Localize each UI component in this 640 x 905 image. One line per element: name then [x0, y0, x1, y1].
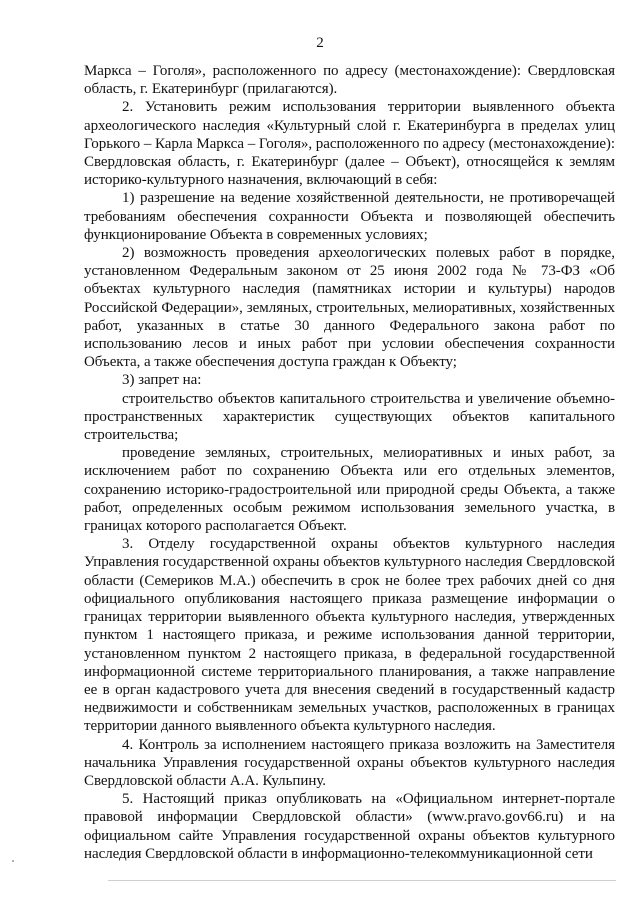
paragraph-prohibition-construction: строительство объектов капитального строительства и увеличение объемно-пространственных характеристик существующих объектов капитального строительства;	[84, 390, 615, 444]
paragraph-item-5: 5. Настоящий приказ опубликовать на «Официальном интернет-портале правовой информации Свердловской области» (www.pravo.gov66.ru) и на официальном сайте Управления государственной охраны объектов культурного наследия Свердловской области в информационно-телекоммуникационной сети	[84, 791, 615, 862]
paragraph-item-3: 3. Отделу государственной охраны объектов культурного наследия Управления государственной охраны объектов культурного наследия Свердловской области (Семериков М.А.) обеспечить в срок не более трех рабочих дней со дня официального опубликования настоящего приказа размещение информации о границах территории выявленного объекта культурного наследия, утвержденных пунктом 1 настоящего приказа, и режиме использования данной территории, установленном пунктом 2 настоящего приказа, в федеральной государственной информационной системе территориального планирования, а также направление ее в орган кадастрового учета для внесения сведений в государственный кадастр недвижимости и собственникам земельных участков, расположенных в границах территории данного выявленного объекта культурного наследия.	[84, 536, 615, 735]
paragraph-item-2: 2. Установить режим использования территории выявленного объекта археологического наследия «Культурный слой г. Екатеринбурга в пределах улиц Горького – Карла Маркса – Гоголя», расположенного по адресу (местонахождение): Свердловская область, г. Екатеринбург (далее – Объект), относящейся к землям историко-культурного назначения, включающий в себя:	[84, 99, 615, 189]
scan-bottom-edge	[108, 880, 616, 881]
paragraph-continuation: Маркса – Гоголя», расположенного по адресу (местонахождение): Свердловская область, г. Екатеринбург (прилагаются).	[84, 63, 615, 98]
document-body	[84, 62, 615, 863]
paragraph-prohibition-works: проведение земляных, строительных, мелиоративных и иных работ, за исключением работ по сохранению Объекта или его отдельных элементов, сохранению историко-градостроительной или природной среды Объекта, а также работ, определенных особым режимом использования земельного участка, в границах которого располагается Объект.	[84, 445, 615, 535]
paragraph-subitem-2: 2) возможность проведения археологических полевых работ в порядке, установленном Федеральным законом от 25 июня 2002 года № 73-ФЗ «Об объектах культурного наследия (памятниках истории и культуры) народов Российской Федерации», земляных, строительных, мелиоративных, хозяйственных работ, указанных в статье 30 данного Федерального закона работ по использованию лесов и иных работ при условии обеспечения сохранности Объекта, а также обеспечения доступа граждан к Объекту;	[84, 245, 615, 371]
paragraph-subitem-1: 1) разрешение на ведение хозяйственной деятельности, не противоречащей требованиям обеспечения сохранности Объекта и позволяющей обеспечить функционирование Объекта в современных условиях;	[84, 190, 615, 243]
paragraph-subitem-3: 3) запрет на:	[122, 372, 202, 389]
page-number: 2	[316, 35, 324, 51]
scan-speck	[12, 860, 14, 862]
paragraph-item-4: 4. Контроль за исполнением настоящего приказа возложить на Заместителя начальника Управления государственной охраны объектов культурного наследия Свердловской области А.А. Кульпину.	[84, 736, 615, 789]
